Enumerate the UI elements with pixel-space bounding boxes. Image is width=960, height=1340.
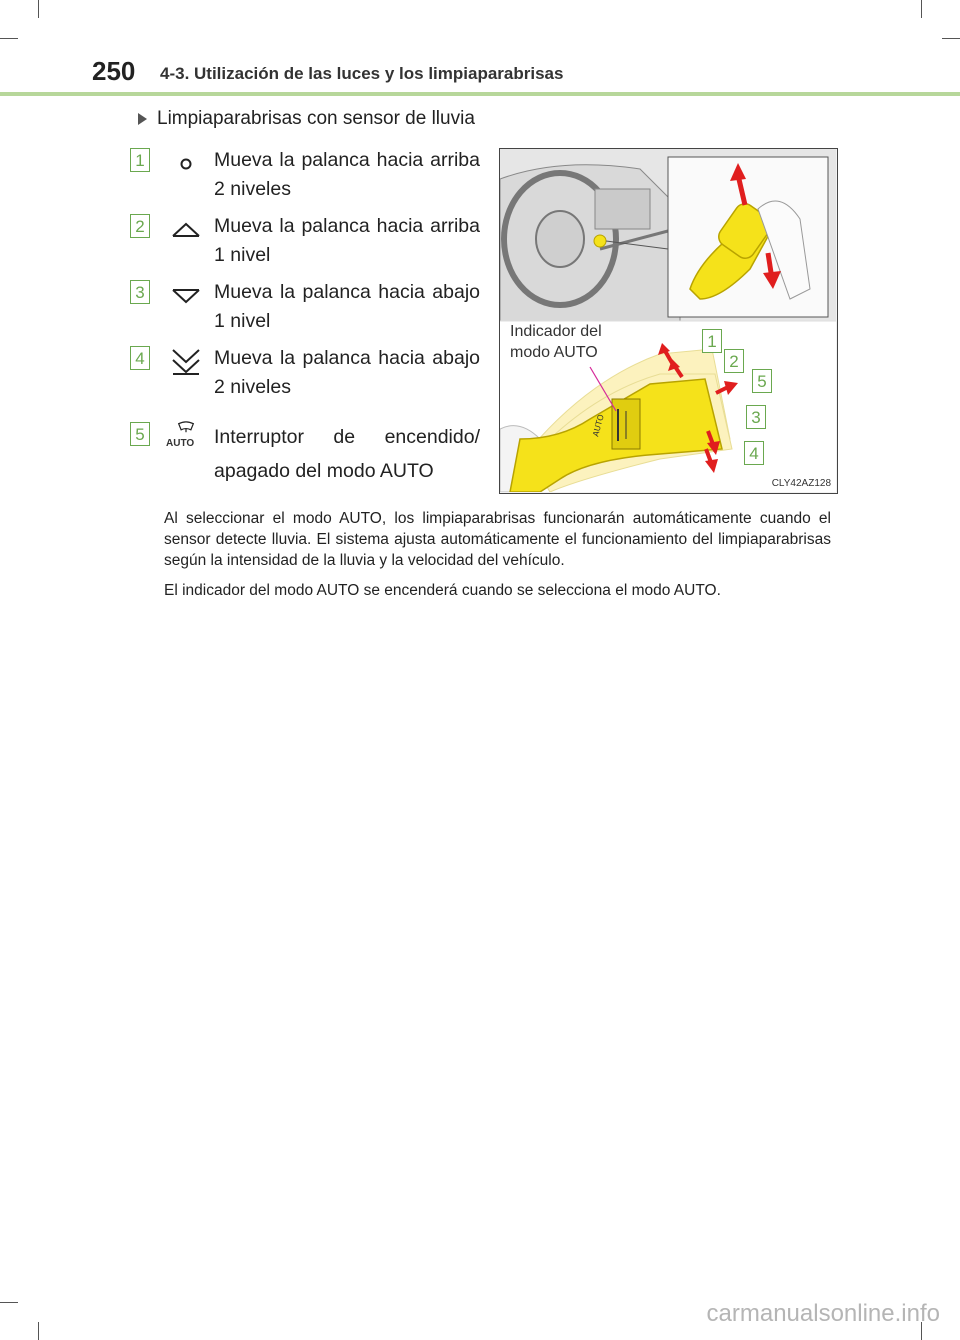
item-text: Mueva la palanca hacia arriba 2 niveles <box>214 149 480 200</box>
callout-5: 5 <box>752 369 772 393</box>
item-text: Interruptor de encendido/ apagado del modo AUTO <box>214 426 480 482</box>
chevron-up-icon <box>168 212 204 248</box>
double-chevron-down-icon <box>168 344 204 380</box>
item-number: 1 <box>130 148 150 172</box>
auto-icon-label: AUTO <box>166 438 195 449</box>
item-text: Mueva la palanca hacia abajo 1 nivel <box>214 281 480 332</box>
section-heading <box>138 108 475 130</box>
crop-mark <box>921 0 922 18</box>
chevron-down-icon <box>168 278 204 314</box>
page-number: 250 <box>92 56 136 86</box>
item-text: Mueva la palanca hacia abajo 2 niveles <box>214 347 480 398</box>
auto-indicator-label-line2: modo AUTO <box>510 344 598 361</box>
body-paragraph: El indicador del modo AUTO se encenderá cuando se selecciona el modo AUTO. <box>164 582 721 599</box>
crop-mark <box>38 0 39 18</box>
svg-text:AUTO: AUTO <box>591 413 606 438</box>
chapter-title: 4-3. Utilización de las luces y los limpiaparabrisas <box>160 64 564 83</box>
bullet-triangle-icon <box>138 113 147 125</box>
item-number: 3 <box>130 280 150 304</box>
list-item <box>130 212 480 272</box>
figure-code: CLY42AZ128 <box>771 478 831 489</box>
auto-indicator-label <box>510 321 620 363</box>
list-item <box>130 344 480 404</box>
circle-icon <box>168 146 204 182</box>
list-item <box>130 146 480 206</box>
list-item <box>130 278 480 338</box>
callout-3: 3 <box>746 405 766 429</box>
crop-mark <box>38 1322 39 1340</box>
auto-indicator-label-line1: Indicador del <box>510 323 602 340</box>
list-item <box>130 420 480 496</box>
crop-mark <box>942 38 960 39</box>
header-rule <box>0 92 960 96</box>
callout-1: 1 <box>702 329 722 353</box>
crop-mark <box>0 38 18 39</box>
crop-mark <box>0 1302 18 1303</box>
section-heading-text: Limpiaparabrisas con sensor de lluvia <box>157 108 475 129</box>
item-text: Mueva la palanca hacia arriba 1 nivel <box>214 215 480 266</box>
callout-2: 2 <box>724 349 744 373</box>
item-number: 4 <box>130 346 150 370</box>
wiper-lever-illustration <box>499 148 838 494</box>
item-number: 5 <box>130 422 150 446</box>
item-number: 2 <box>130 214 150 238</box>
callout-4: 4 <box>744 441 764 465</box>
watermark-text[interactable]: carmanualsonline.info <box>706 1300 940 1327</box>
body-paragraph: Al seleccionar el modo AUTO, los limpiaparabrisas funcionarán automáticamente cuando el sensor detecte lluvia. El sistema ajusta automáticamente el funcionamiento del limpiaparabrisas según la intensidad de la lluvia y la velocidad del vehículo. <box>164 510 831 569</box>
